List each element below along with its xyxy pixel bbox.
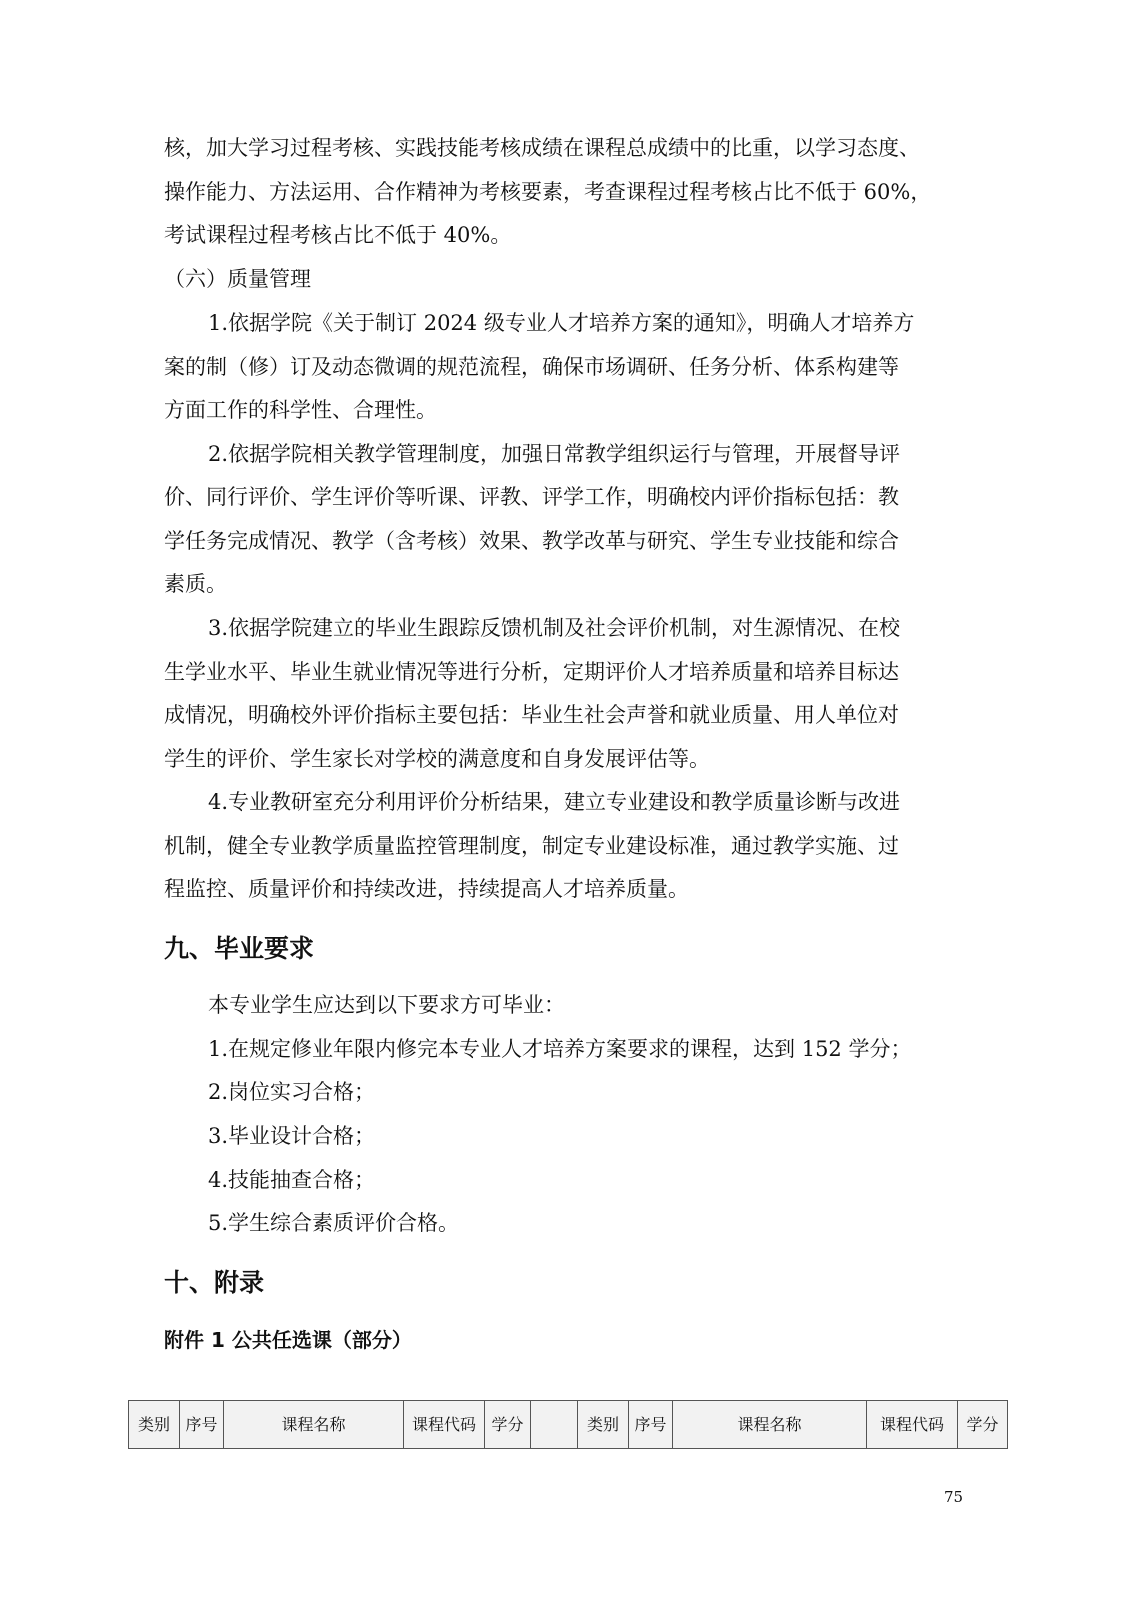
header-spacer-cell bbox=[531, 1401, 578, 1449]
quality-item-4-line-3: 程监控、质量评价和持续改进，持续提高人才培养质量。 bbox=[164, 877, 689, 901]
quality-item-3-line-4: 学生的评价、学生家长对学校的满意度和自身发展评估等。 bbox=[164, 747, 710, 771]
quality-item-2-line-3: 学任务完成情况、教学（含考核）效果、教学改革与研究、学生专业技能和综合 bbox=[164, 529, 899, 553]
header-course-code-left: 课程代码 bbox=[404, 1401, 485, 1449]
header-category-left: 类别 bbox=[129, 1401, 180, 1449]
header-credits-left: 学分 bbox=[485, 1401, 531, 1449]
quality-item-1-line-3: 方面工作的科学性、合理性。 bbox=[164, 398, 437, 422]
graduation-requirement-1: 1.在规定修业年限内修完本专业人才培养方案要求的课程，达到 152 学分； bbox=[208, 1037, 912, 1061]
quality-item-2-line-1: 2.依据学院相关教学管理制度，加强日常教学组织运行与管理，开展督导评 bbox=[208, 442, 901, 466]
quality-management-heading: （六）质量管理 bbox=[164, 267, 311, 291]
header-number-right: 序号 bbox=[629, 1401, 673, 1449]
quality-item-3-line-1: 3.依据学院建立的毕业生跟踪反馈机制及社会评价机制，对生源情况、在校 bbox=[208, 616, 901, 640]
graduation-requirements-heading: 九、毕业要求 bbox=[164, 934, 315, 963]
assessment-line-3: 考试课程过程考核占比不低于 40%。 bbox=[164, 223, 512, 247]
quality-item-2-line-4: 素质。 bbox=[164, 572, 227, 596]
quality-item-3-line-3: 成情况，明确校外评价指标主要包括：毕业生社会声誉和就业质量、用人单位对 bbox=[164, 703, 899, 727]
quality-item-4-line-2: 机制，健全专业教学质量监控管理制度，制定专业建设标准，通过教学实施、过 bbox=[164, 834, 899, 858]
graduation-requirement-3: 3.毕业设计合格； bbox=[208, 1124, 376, 1148]
quality-item-1-line-1: 1.依据学院《关于制订 2024 级专业人才培养方案的通知》，明确人才培养方 bbox=[208, 311, 915, 335]
graduation-intro: 本专业学生应达到以下要求方可毕业： bbox=[208, 993, 565, 1017]
header-category-right: 类别 bbox=[578, 1401, 629, 1449]
assessment-line-2: 操作能力、方法运用、合作精神为考核要素，考查课程过程考核占比不低于 60%， bbox=[164, 180, 932, 204]
elective-courses-table bbox=[128, 1400, 1008, 1449]
page-number: 75 bbox=[944, 1488, 964, 1506]
attachment-1-title: 附件 1 公共任选课（部分） bbox=[164, 1328, 412, 1352]
quality-item-2-line-2: 价、同行评价、学生评价等听课、评教、评学工作，明确校内评价指标包括：教 bbox=[164, 485, 899, 509]
quality-item-3-line-2: 生学业水平、毕业生就业情况等进行分析，定期评价人才培养质量和培养目标达 bbox=[164, 660, 899, 684]
graduation-requirement-5: 5.学生综合素质评价合格。 bbox=[208, 1211, 460, 1235]
assessment-line-1: 核，加大学习过程考核、实践技能考核成绩在课程总成绩中的比重，以学习态度、 bbox=[164, 136, 920, 160]
quality-item-1-line-2: 案的制（修）订及动态微调的规范流程，确保市场调研、任务分析、体系构建等 bbox=[164, 355, 899, 379]
header-credits-right: 学分 bbox=[958, 1401, 1008, 1449]
header-course-name-right: 课程名称 bbox=[673, 1401, 867, 1449]
quality-item-4-line-1: 4.专业教研室充分利用评价分析结果，建立专业建设和教学质量诊断与改进 bbox=[208, 790, 901, 814]
graduation-requirement-2: 2.岗位实习合格； bbox=[208, 1080, 376, 1104]
appendix-heading: 十、附录 bbox=[164, 1268, 265, 1297]
header-course-name-left: 课程名称 bbox=[224, 1401, 404, 1449]
graduation-requirement-4: 4.技能抽查合格； bbox=[208, 1168, 376, 1192]
table-header-row bbox=[129, 1401, 1008, 1449]
header-number-left: 序号 bbox=[180, 1401, 224, 1449]
header-course-code-right: 课程代码 bbox=[867, 1401, 958, 1449]
